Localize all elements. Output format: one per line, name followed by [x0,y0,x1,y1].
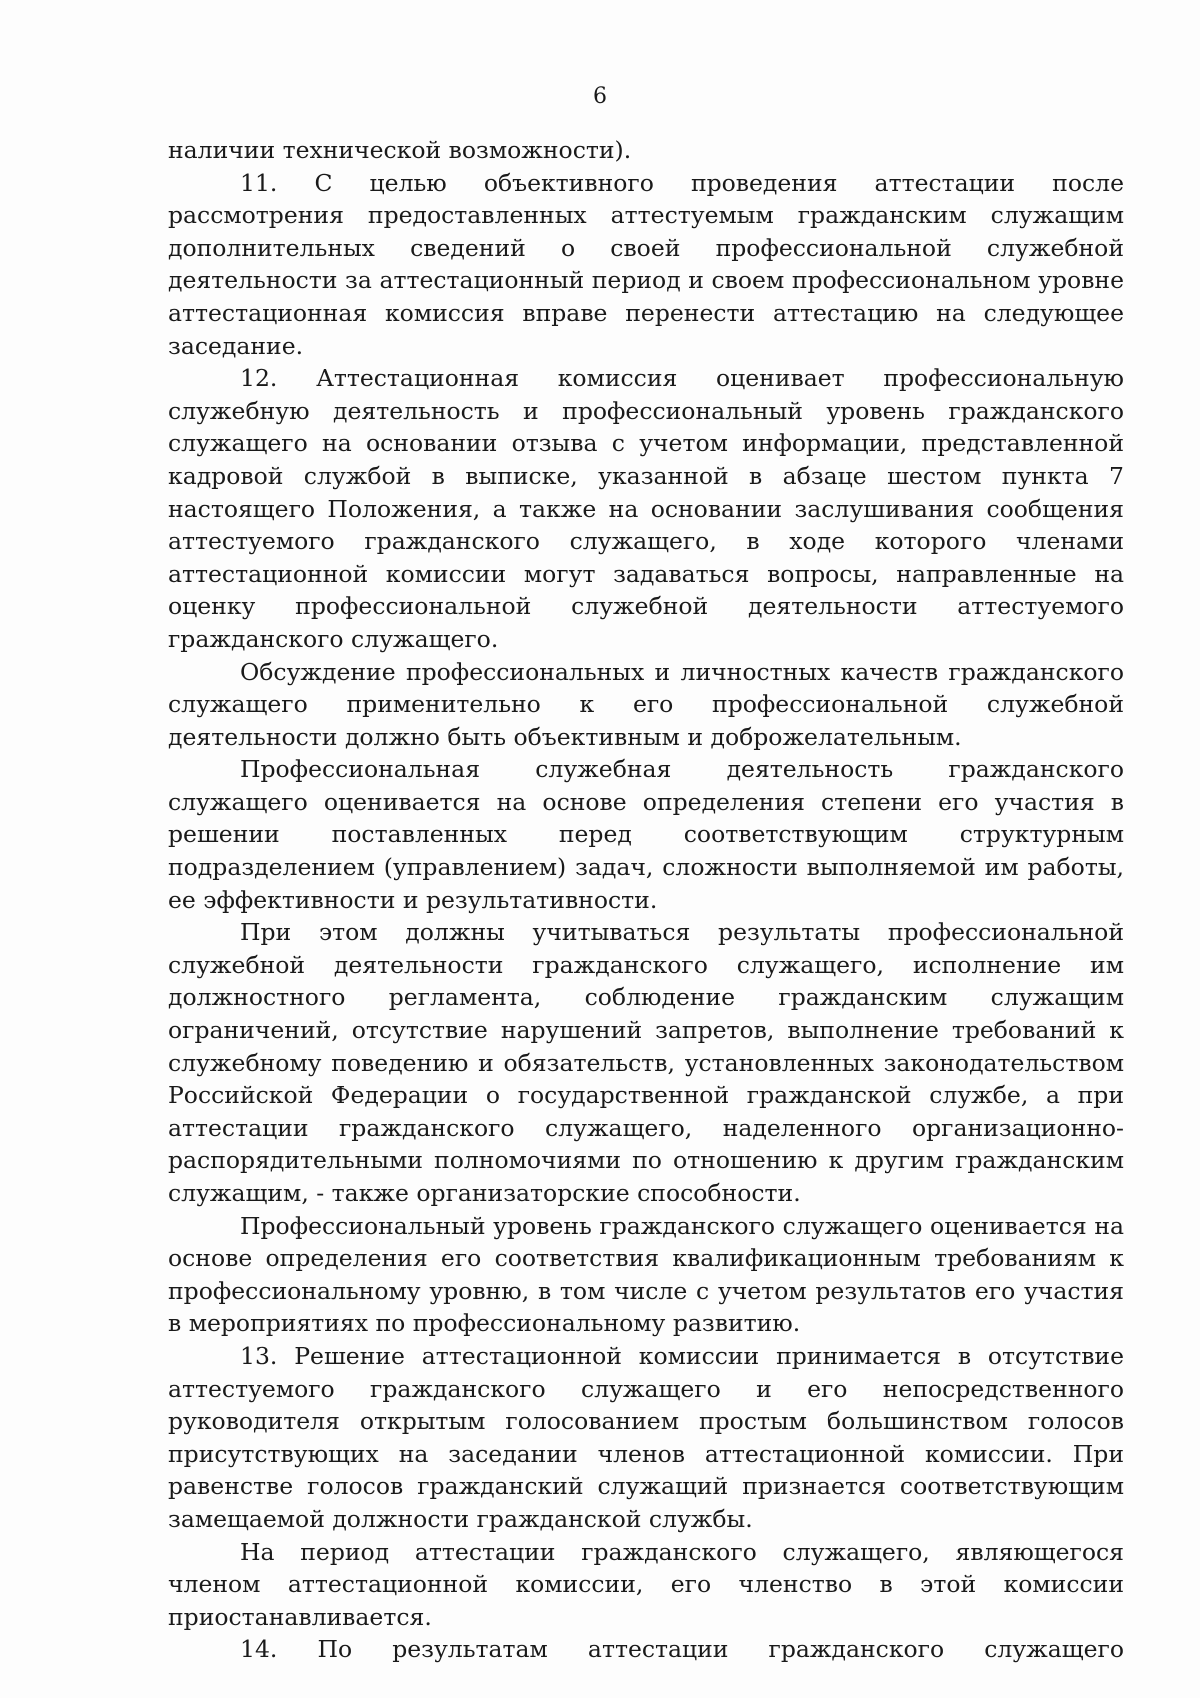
body-text [168,134,1124,1666]
paragraph-discussion: Обсуждение профессиональных и личностных качеств гражданского служащего применительно к его профессиональной служебной деятельности должно быть объективным и доброжелательным. [168,657,1124,751]
paragraph-professional-level: Профессиональный уровень гражданского служащего оценивается на основе определения его соответствия квалификационным требованиям к профессиональному уровню, в том числе с учетом результатов его участия в мероприятиях по профессиональному развитию. [168,1211,1124,1338]
paragraph-activity-evaluation: Профессиональная служебная деятельность гражданского служащего оценивается на основе определения степени его участия в решении поставленных перед соответствующим структурным подразделением (управлением) задач, сложности выполняемой им работы, ее эффективности и результативности. [168,755,1124,914]
paragraph-item-12: 12. Аттестационная комиссия оценивает профессиональную служебную деятельность и профессиональный уровень гражданского служащего на основании отзыва с учетом информации, представленной кадровой службой в выписке, указанной в абзаце шестом пункта 7 настоящего Положения, а также на основании заслушивания сообщения аттестуемого гражданского служащего, в ходе которого членами аттестационной комиссии могут задаваться вопросы, направленные на оценку профессиональной служебной деятельности аттестуемого гражданского служащего. [168,364,1124,653]
paragraph-results-considered: При этом должны учитываться результаты профессиональной служебной деятельности гражданского служащего, исполнение им должностного регламента, соблюдение гражданским служащим ограничений, отсутствие нарушений запретов, выполнение требований к служебному поведению и обязательств, установленных законодательством Российской Федерации о государственной гражданской службе, а при аттестации гражданского служащего, наделенного организационно-распорядительными полномочиями по отношению к другим гражданским служащим, - также организаторские способности. [168,918,1124,1207]
paragraph-item-14: 14. По результатам аттестации гражданского служащего [240,1635,1124,1664]
paragraph-continuation: наличии технической возможности). [168,136,632,164]
page-number: 6 [593,84,607,109]
paragraph-item-11: 11. С целью объективного проведения аттестации после рассмотрения предоставленных аттестуемым гражданским служащим дополнительных сведений о своей профессиональной служебной деятельности за аттестационный период и своем профессиональном уровне аттестационная комиссия вправе перенести аттестацию на следующее заседание. [168,168,1124,360]
paragraph-membership-suspended: На период аттестации гражданского служащего, являющегося членом аттестационной комиссии, его членство в этой комиссии приостанавливается. [168,1537,1124,1631]
paragraph-item-13: 13. Решение аттестационной комиссии принимается в отсутствие аттестуемого гражданского служащего и его непосредственного руководителя открытым голосованием простым большинством голосов присутствующих на заседании членов аттестационной комиссии. При равенстве голосов гражданский служащий признается соответствующим замещаемой должности гражданской службы. [168,1341,1124,1533]
